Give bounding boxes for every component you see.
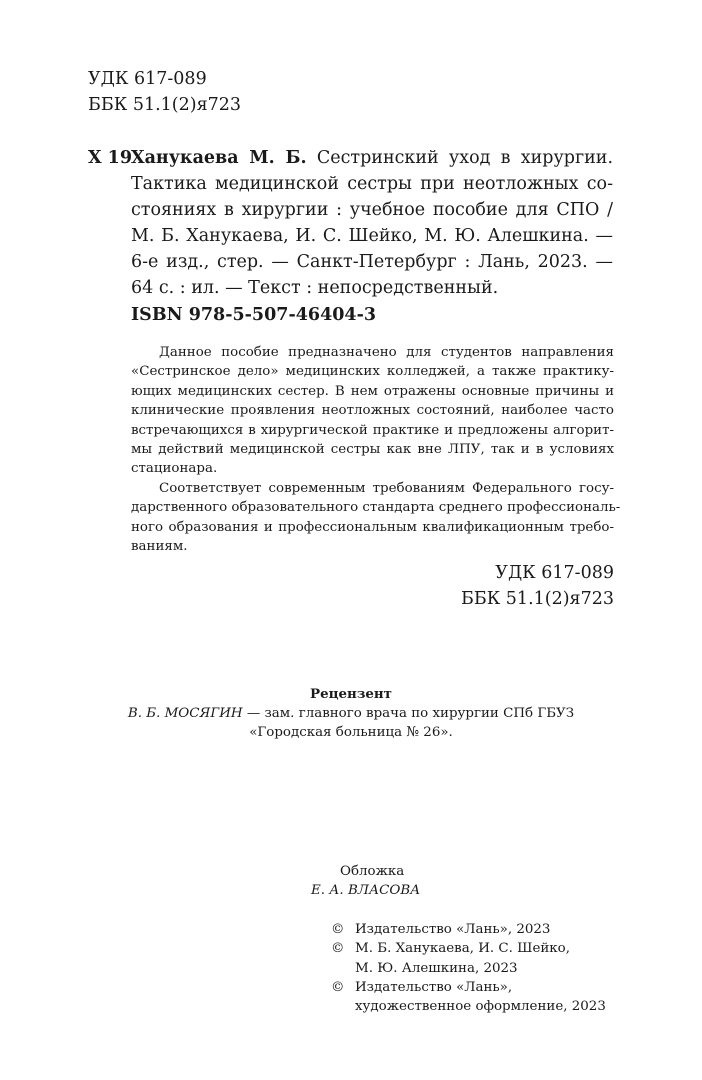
udk-code: УДК 617-089: [88, 69, 207, 89]
biblio-line-6: 64 с. : ил. — Текст : непосредственный.: [131, 278, 499, 298]
copyright-text: М. Ю. Алешкина, 2023: [355, 960, 518, 976]
author-sign: Х 19: [88, 148, 133, 168]
classification-top: [88, 66, 241, 118]
annotation-line: ющих медицинских сестер. В нем отражены основные причины и: [131, 383, 614, 399]
reviewer: [0, 685, 702, 742]
biblio-line-5: 6-е изд., стер. — Санкт-Петербург : Лань, 2023. —: [131, 252, 613, 272]
copyright-text: М. Б. Ханукаева, И. С. Шейко,: [355, 941, 570, 957]
classification-bottom: [461, 560, 614, 612]
copyright-item: [331, 920, 606, 939]
annotation-line: встречающихся в хирургической практике и предложены алгорит-: [131, 422, 614, 438]
cover-label: Обложка: [340, 864, 405, 879]
annotation-line: клинические проявления неотложных состояний, наиболее часто: [131, 403, 614, 419]
copyright-item: [331, 978, 606, 1017]
copyright-text: художественное оформление, 2023: [355, 999, 606, 1015]
cover-designer: Е. А. ВЛАСОВА: [311, 883, 421, 898]
bbk-code-bottom: ББК 51.1(2)я723: [460, 589, 614, 609]
annotation-line: стационара.: [131, 461, 218, 477]
annotation-line: «Сестринское дело» медицинских колледжей, а также практику-: [131, 364, 614, 380]
biblio-line-2: Тактика медицинской сестры при неотложных со-: [131, 174, 613, 194]
copyright-icon: ©: [331, 979, 345, 995]
udk-code-bottom: УДК 617-089: [495, 563, 614, 583]
biblio-title-start: Сестринский уход в хирургии.: [316, 148, 614, 168]
copyrights: [331, 920, 606, 1016]
reviewer-line-2: «Городская больница № 26».: [249, 725, 453, 740]
bbk-code: ББК 51.1(2)я723: [88, 95, 242, 115]
biblio-line-3: стояниях в хирургии : учебное пособие для СПО /: [131, 200, 613, 220]
reviewer-name: В. Б. МОСЯГИН: [127, 706, 243, 721]
bibliographic-record: [131, 145, 613, 301]
reviewer-position: — зам. главного врача по хирургии СПб ГБУЗ: [242, 706, 575, 721]
reviewer-line-1: [0, 704, 702, 723]
annotation: [131, 343, 621, 556]
copyright-icon: ©: [331, 941, 345, 957]
annotation-line: дарственного образовательного стандарта среднего профессиональ-: [131, 500, 621, 516]
copyright-icon: ©: [331, 922, 345, 937]
isbn: ISBN 978-5-507-46404-3: [131, 305, 377, 325]
reviewer-heading: Рецензент: [310, 686, 392, 702]
copyright-item: [331, 939, 606, 978]
annotation-line: Данное пособие предназначено для студентов направления: [159, 345, 614, 360]
copyright-text: Издательство «Лань», 2023: [355, 922, 551, 937]
cover-credit: [0, 862, 702, 900]
copyright-text: Издательство «Лань»,: [355, 979, 513, 995]
annotation-line: Соответствует современным требованиям Федерального госу-: [159, 480, 614, 496]
biblio-line-1: [131, 145, 613, 171]
biblio-line-4: М. Б. Ханукаева, И. С. Шейко, М. Ю. Алешкина. —: [131, 226, 613, 246]
annotation-line: ваниям.: [131, 539, 188, 555]
annotation-line: ного образования и профессиональным квалификационным требо-: [131, 519, 614, 535]
annotation-line: мы действий медицинской сестры как вне ЛПУ, так и в условиях: [131, 442, 614, 458]
biblio-author: Ханукаева М. Б.: [131, 148, 307, 168]
